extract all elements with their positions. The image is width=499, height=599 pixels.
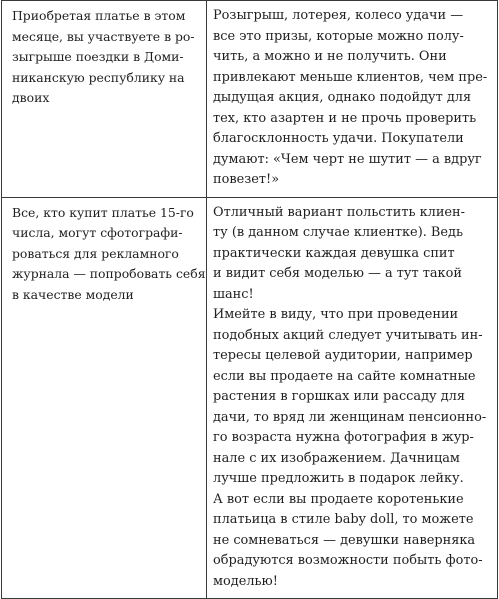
text-line: Приобретая платье в этом bbox=[12, 8, 186, 23]
table-row bbox=[2, 197, 498, 599]
text-line: Розыгрыш, лотерея, колесо удачи — bbox=[213, 8, 464, 23]
offer-cell bbox=[2, 1, 207, 198]
comment-text bbox=[207, 198, 497, 599]
text-line: привлекают меньше клиентов, чем пре- bbox=[213, 69, 488, 85]
text-line: ту (в данном случае клиентке). Ведь bbox=[213, 225, 463, 240]
offer-text bbox=[2, 198, 206, 312]
text-line: месяце, вы участвуете в ро- bbox=[12, 28, 195, 44]
text-line: моделью! bbox=[213, 573, 278, 589]
text-line: журнала — попробовать себя bbox=[12, 266, 206, 282]
text-line: Все, кто купит платье 15-го bbox=[12, 204, 194, 220]
comment-cell bbox=[207, 197, 498, 599]
text-line: го возраста нужна фотография в жур- bbox=[213, 430, 474, 445]
comment-cell bbox=[207, 1, 498, 198]
text-line: если вы продаете на сайте комнатные bbox=[213, 368, 476, 384]
text-line: и видит себя моделью — а тут такой bbox=[213, 266, 462, 281]
text-line: роваться для рекламного bbox=[12, 245, 179, 261]
text-line: тересы целевой аудитории, например bbox=[213, 348, 473, 363]
text-line: числа, могут сфотографи- bbox=[12, 225, 183, 241]
text-line: благосклонность удачи. Покупатели bbox=[213, 131, 464, 146]
text-line: лучше предложить в подарок лейку. bbox=[213, 471, 464, 486]
text-line: подобных акций следует учитывать ин- bbox=[213, 327, 483, 343]
text-line: зыгрыше поездки в Доми- bbox=[12, 49, 184, 65]
text-line: дачи, то вряд ли женщинам пенсионно- bbox=[213, 409, 487, 425]
text-line: думают: «Чем черт не шутит — а вдруг bbox=[213, 151, 482, 167]
promotion-table bbox=[1, 0, 498, 599]
text-line: тех, кто азартен и не прочь проверить bbox=[213, 110, 477, 126]
text-line: двоих bbox=[12, 90, 50, 106]
text-line: не сомневаться — девушки наверняка bbox=[213, 532, 476, 548]
text-line: А вот если вы продаете коротенькие bbox=[213, 491, 464, 507]
table-row bbox=[2, 1, 498, 198]
text-line: платьица в стиле baby doll, то можете bbox=[213, 512, 474, 527]
text-line: повезет!» bbox=[213, 172, 280, 187]
text-line: дыдущая акция, однако подойдут для bbox=[213, 90, 472, 105]
text-line: чить, а можно и не получить. Они bbox=[213, 49, 447, 64]
offer-cell bbox=[2, 197, 207, 599]
text-line: все это призы, которые можно полу- bbox=[213, 28, 464, 44]
text-line: растения в горшках или рассаду для bbox=[213, 389, 465, 404]
text-line: практически каждая девушка спит bbox=[213, 245, 455, 261]
text-line: обрадуются возможности побыть фото- bbox=[213, 553, 483, 568]
text-line: шанс! bbox=[213, 286, 254, 302]
comment-text bbox=[207, 1, 497, 197]
text-line: никанскую республику на bbox=[12, 69, 185, 85]
text-line: нале с их изображением. Дачницам bbox=[213, 450, 460, 466]
text-line: Имейте в виду, что при проведении bbox=[213, 307, 459, 322]
text-line: Отличный вариант польстить клиен- bbox=[213, 204, 465, 220]
text-line: в качестве модели bbox=[12, 286, 134, 302]
offer-text bbox=[2, 1, 206, 115]
